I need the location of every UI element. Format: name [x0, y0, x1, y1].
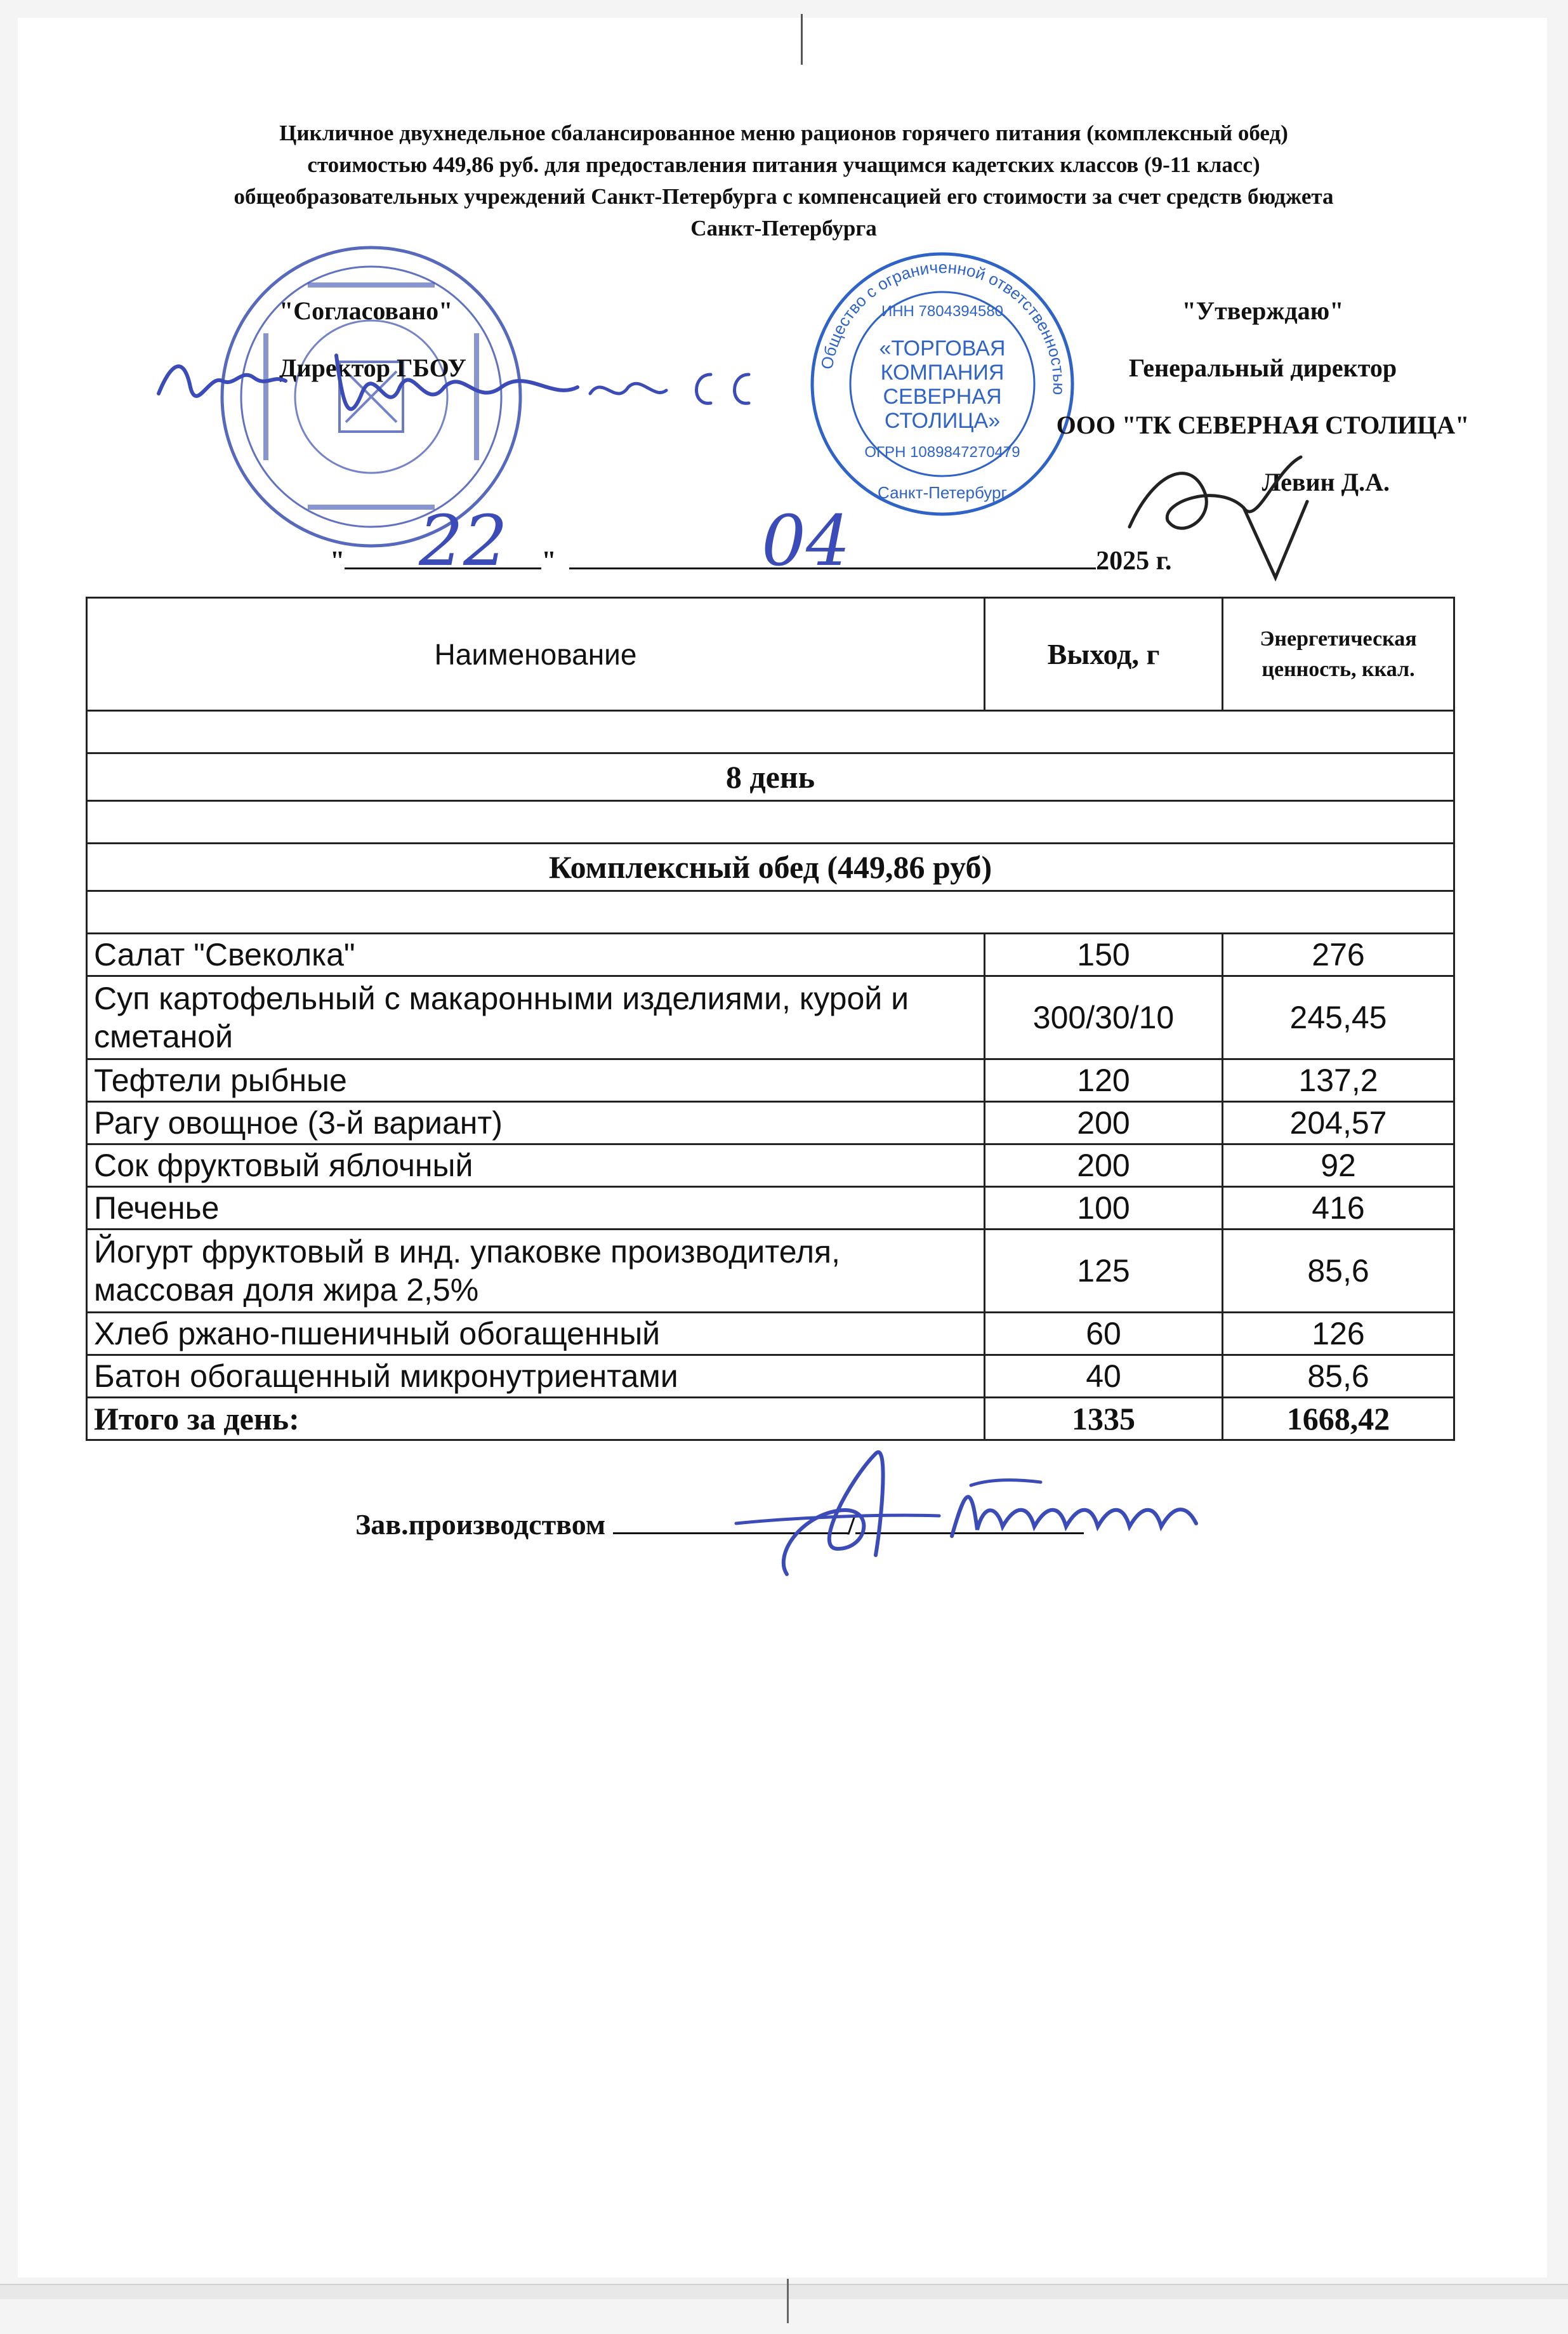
item-name	[87, 1230, 985, 1313]
stamp-inn: ИНН 7804394580	[881, 303, 1004, 320]
item-energy: 276	[1223, 934, 1454, 976]
table-header-row	[87, 598, 1454, 711]
production-manager-label: Зав.производством	[355, 1508, 606, 1541]
header-energy	[1223, 598, 1454, 711]
item-output: 40	[985, 1355, 1223, 1398]
stamp-center-line-4: СТОЛИЦА»	[884, 409, 1001, 433]
date-close-quote: "	[541, 547, 557, 576]
handwritten-signature-left	[146, 317, 819, 457]
item-output: 125	[985, 1230, 1223, 1313]
table-row	[87, 1355, 1454, 1398]
stamp-city: Санкт-Петербург	[878, 483, 1007, 502]
table-row	[87, 1187, 1454, 1230]
date-year: 2025 г.	[1096, 547, 1172, 576]
total-label: Итого за день:	[87, 1398, 985, 1440]
stamp-center-line-2: КОМПАНИЯ	[880, 361, 1005, 385]
day-label: 8 день	[87, 753, 1454, 801]
lunch-row	[87, 844, 1454, 891]
right-position-label: Генеральный директор	[1128, 354, 1397, 382]
total-output: 1335	[985, 1398, 1223, 1440]
item-name-line1: Суп картофельный с макаронными изделиями, курой и	[94, 981, 909, 1016]
table-row	[87, 934, 1454, 976]
lunch-label: Комплексный обед (449,86 руб)	[87, 844, 1454, 891]
director-name: Левин Д.А.	[1262, 468, 1390, 496]
fold-mark-bottom	[787, 2279, 789, 2323]
title-line-2: стоимостью 449,86 руб. для предоставления питания учащимся кадетских классов (9-11 класс)	[307, 152, 1260, 177]
company-stamp-right	[806, 248, 1079, 521]
item-name: Салат "Свеколка"	[87, 934, 985, 976]
item-output: 200	[985, 1102, 1223, 1144]
total-energy: 1668,42	[1223, 1398, 1454, 1440]
menu-table	[86, 597, 1455, 1441]
title-line-3: общеобразовательных учреждений Санкт-Петербурга с компенсацией его стоимости за счет средств бюджета	[234, 184, 1334, 209]
item-name: Батон обогащенный микронутриентами	[87, 1355, 985, 1398]
fold-mark-top	[801, 14, 803, 65]
item-energy: 245,45	[1223, 976, 1454, 1059]
total-row	[87, 1398, 1454, 1440]
item-output: 300/30/10	[985, 976, 1223, 1059]
header-output: Выход, г	[985, 598, 1223, 711]
item-output: 200	[985, 1144, 1223, 1187]
item-energy: 85,6	[1223, 1355, 1454, 1398]
item-output: 60	[985, 1313, 1223, 1355]
table-row	[87, 1102, 1454, 1144]
handwritten-month: 04	[761, 500, 850, 581]
item-output: 150	[985, 934, 1223, 976]
item-output: 120	[985, 1059, 1223, 1102]
table-row	[87, 1313, 1454, 1355]
item-name: Хлеб ржано-пшеничный обогащенный	[87, 1313, 985, 1355]
title-line-1: Цикличное двухнедельное сбалансированное меню рационов горячего питания (комплексный обед)	[279, 121, 1288, 145]
stamp-ogrn: ОГРН 1089847270479	[864, 444, 1020, 461]
header-name: Наименование	[87, 598, 985, 711]
spacer-row	[87, 891, 1454, 934]
stamp-center-line-1: «ТОРГОВАЯ	[879, 336, 1006, 361]
stamp-center-line-3: СЕВЕРНАЯ	[883, 385, 1002, 409]
table-row	[87, 1059, 1454, 1102]
item-energy: 85,6	[1223, 1230, 1454, 1313]
table-row	[87, 976, 1454, 1059]
item-energy: 92	[1223, 1144, 1454, 1187]
item-energy: 137,2	[1223, 1059, 1454, 1102]
spacer-row	[87, 711, 1454, 753]
handwritten-day: 22	[419, 500, 508, 581]
item-name-line2: массовая доля жира 2,5%	[94, 1272, 479, 1308]
handwritten-date	[406, 495, 914, 584]
item-energy: 416	[1223, 1187, 1454, 1230]
header-energy-line1: Энергетическая	[1260, 627, 1417, 651]
date-open-quote: "	[330, 547, 345, 576]
approve-label: "Утверждаю"	[1182, 296, 1344, 325]
stamp-ring-text: Общество с ограниченной ответственностью	[817, 257, 1069, 395]
item-name-line1: Йогурт фруктовый в инд. упаковке производителя,	[94, 1234, 840, 1270]
left-position-label: Директор ГБОУ	[279, 354, 466, 382]
item-energy: 126	[1223, 1313, 1454, 1355]
company-label: ООО "ТК СЕВЕРНАЯ СТОЛИЦА"	[1056, 411, 1470, 439]
scan-edge-strip	[0, 2284, 1568, 2299]
document-title	[82, 117, 1485, 244]
agreed-label: "Согласовано"	[279, 296, 453, 325]
header-energy-line2: ценность, ккал.	[1262, 657, 1415, 681]
item-name	[87, 976, 985, 1059]
item-name: Рагу овощное (3-й вариант)	[87, 1102, 985, 1144]
table-row	[87, 1230, 1454, 1313]
day-row	[87, 753, 1454, 801]
spacer-row	[87, 801, 1454, 844]
item-name-line2: сметаной	[94, 1019, 234, 1054]
item-name: Сок фруктовый яблочный	[87, 1144, 985, 1187]
table-row	[87, 1144, 1454, 1187]
title-line-4: Санкт-Петербурга	[690, 216, 877, 241]
item-name: Печенье	[87, 1187, 985, 1230]
item-name: Тефтели рыбные	[87, 1059, 985, 1102]
item-output: 100	[985, 1187, 1223, 1230]
handwritten-signature-footer	[723, 1441, 1244, 1593]
signature-separator: /	[847, 1508, 856, 1541]
item-energy: 204,57	[1223, 1102, 1454, 1144]
